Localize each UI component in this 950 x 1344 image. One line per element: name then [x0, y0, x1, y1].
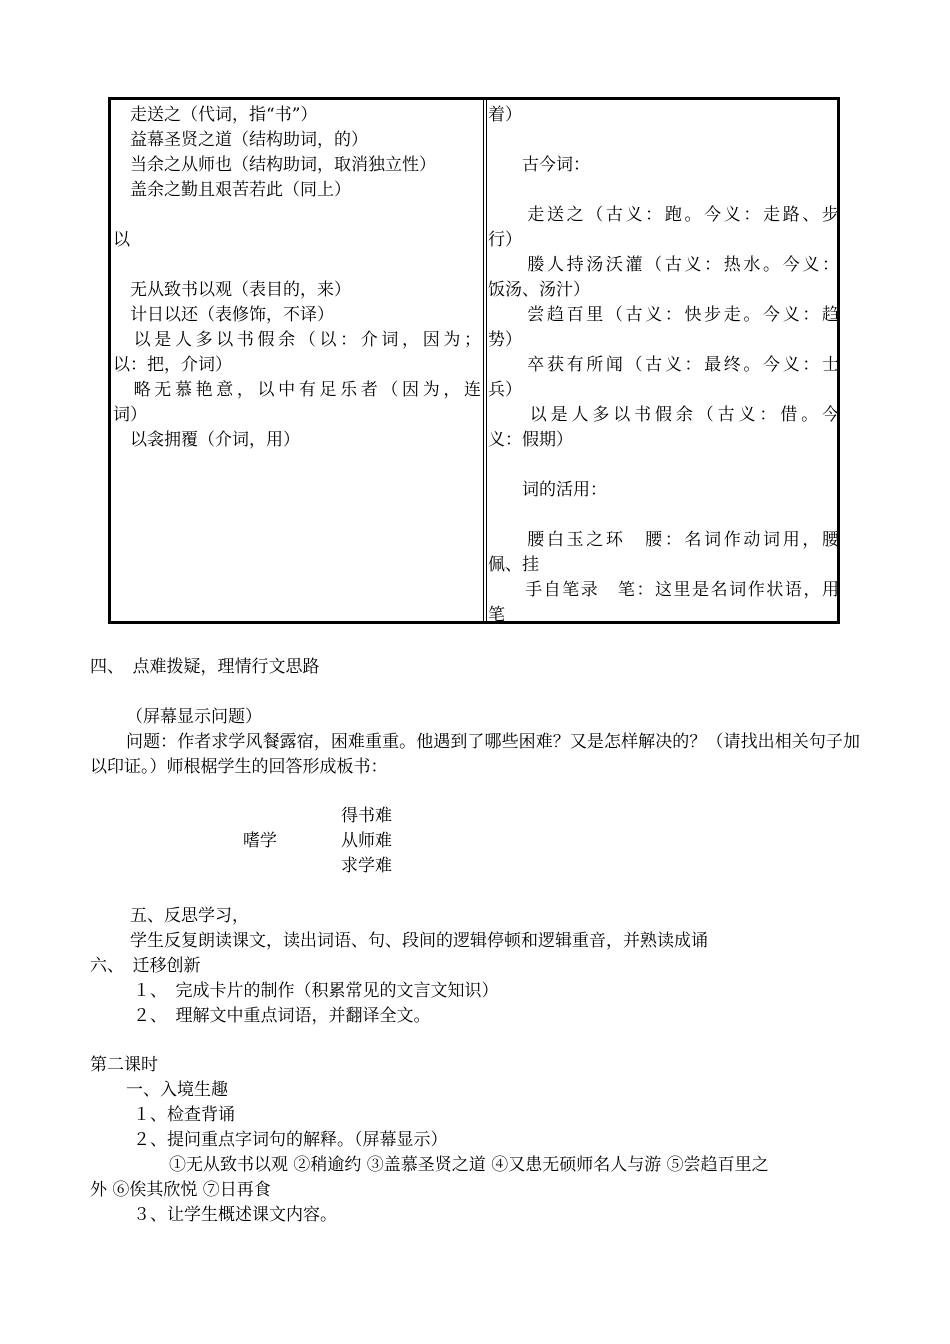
table-line: 计日以还（表修饰，不译）: [113, 305, 334, 325]
table-line: 媵人持汤沃灌（古义：热水。今义：: [488, 255, 839, 275]
table-line: 当余之从师也（结构助词，取消独立性）: [113, 155, 436, 175]
section4-heading: 四、 点难拨疑，理情行文思路: [90, 657, 320, 677]
table-line: [488, 453, 839, 478]
lesson2-item: １、检查背诵: [133, 1105, 235, 1125]
table-left-column: [113, 103, 481, 453]
vocabulary-table: [108, 97, 840, 624]
section4-question: 问题：作者求学风餐露宿，困难重重。他遇到了哪些困难？又是怎样解决的？（请找出相关句子加以印证。）师根椐学生的回答形成板书：: [90, 732, 860, 777]
lesson2-list-line: ①无从致书以观 ②稍逾约 ③盖慕圣贤之道 ④又患无硕师名人与游 ⑤尝趋百里之: [169, 1155, 769, 1175]
table-line: [488, 178, 839, 203]
lesson2-title: 第二课时: [90, 1055, 158, 1075]
table-line: 佩、挂: [488, 555, 539, 575]
section5-heading: 五、反思学习，: [130, 906, 249, 926]
table-line: 略无慕艳意，以中有足乐者（因为，连: [113, 380, 481, 400]
lesson2-item: ２、提问重点字词句的解释。（屏幕显示）: [133, 1130, 448, 1150]
screen-note: （屏幕显示问题）: [126, 707, 262, 727]
table-line: 着）: [488, 105, 522, 125]
table-line: 古今词：: [488, 155, 590, 175]
section6-item: １、 完成卡片的制作（积累常见的文言文知识）: [133, 981, 499, 1001]
table-line: [488, 128, 839, 153]
table-line: 盖余之勤且艰苦若此（同上）: [113, 180, 351, 200]
table-line: 尝趋百里（古义：快步走。今义：趋: [488, 305, 839, 325]
table-line: 以：把，介词）: [113, 355, 232, 375]
table-line: [488, 503, 839, 528]
board-center-label: 嗜学: [243, 831, 277, 851]
table-line: 势）: [488, 330, 522, 350]
section5-text: 学生反复朗读课文，读出词语、句、段间的逻辑停顿和逻辑重音，并熟读成诵: [130, 931, 708, 951]
board-item: 求学难: [341, 856, 392, 876]
table-line: 卒获有所闻（古义：最终。今义：士: [488, 355, 839, 375]
table-line: [113, 253, 481, 278]
table-right-column: [488, 103, 839, 628]
table-line: 无从致书以观（表目的，来）: [113, 280, 351, 300]
table-line: 义：假期）: [488, 430, 573, 450]
table-line: 行）: [488, 230, 522, 250]
table-line: 手自笔录 笔：这里是名词作状语，用: [488, 580, 839, 600]
lesson2-list-line: 外 ⑥俟其欣悦 ⑦日再食: [90, 1180, 271, 1200]
table-line: 笔: [488, 605, 505, 625]
board-item: 得书难: [341, 806, 392, 826]
section6-heading: 六、 迁移创新: [90, 956, 201, 976]
table-line: 以是人多以书假余（以：介词，因为；: [113, 330, 481, 350]
table-line: [113, 203, 481, 228]
table-line: 以: [113, 230, 130, 250]
table-line: 走送之（代词，指“书”）: [113, 105, 318, 125]
board-item: 从师难: [341, 831, 392, 851]
table-line: 益幕圣贤之道（结构助词，的）: [113, 130, 368, 150]
section6-item: ２、 理解文中重点词语，并翻译全文。: [133, 1006, 431, 1026]
table-line: 词）: [113, 405, 147, 425]
table-line: 腰白玉之环 腰：名词作动词用，腰: [488, 530, 839, 550]
table-line: 走送之（古义：跑。今义：走路、步: [488, 205, 839, 225]
table-line: 词的活用：: [488, 480, 607, 500]
table-line: 以是人多以书假余（古义：借。今: [488, 405, 839, 425]
table-line: 兵）: [488, 380, 522, 400]
lesson2-item: ３、让学生概述课文内容。: [133, 1205, 337, 1225]
table-line: 饭汤、汤汁）: [488, 280, 590, 300]
lesson2-subheading: 一、入境生趣: [126, 1080, 228, 1100]
table-column-divider: [483, 100, 487, 621]
table-line: 以衾拥覆（介词，用）: [113, 430, 300, 450]
